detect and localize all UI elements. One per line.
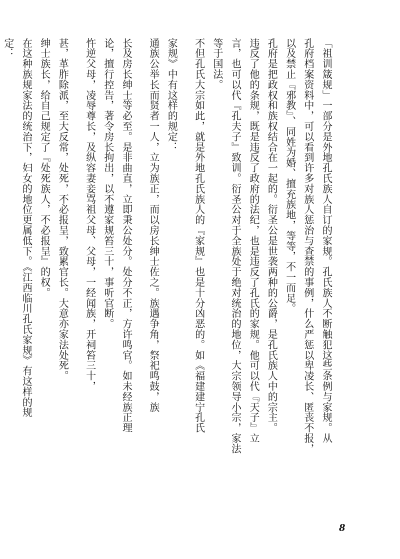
text-column: 孔府是把政权和族权结合在一起的。衍圣公是世袭两种的公爵，是孔氏族人中的宗主。: [265, 38, 277, 434]
text-column: 违反了他的条规，既是违反了政府的法纪，也是违反了孔氏的家规。他可以代『天子』立: [247, 38, 259, 444]
quoted-regulation-column: 忤逆父母，凌辱尊长，及纵容妻妾骂祖父母、父母，一经闻族，开祠笞三十，: [83, 38, 95, 392]
text-column: 不但孔氏大宗如此，就是外地孔氏族人的『家规』也是十分凶恶的。如《福建建宁孔氏: [192, 38, 204, 434]
quoted-regulation-column: 通族公举长而贤者一人，立为族正，而以房长绅士佐之。族遇争角，祭祀鸣鼓，族: [147, 38, 159, 413]
text-column: 在这种族规家法的统治下，妇女的地位更属低下。《江西临川孔氏家规》有这样的规: [19, 38, 31, 418]
text-column: 定：: [1, 38, 13, 59]
text-column: 等于国法。: [210, 38, 222, 90]
text-column: 绅士族长，给自己规定了『处死族人，不必报呈』的权。: [38, 38, 50, 298]
quoted-regulation-column: 长及房长绅士等必至。是非曲直，立即秉公处分。处分不正，方许鸣官。如未经族正理: [119, 38, 131, 434]
text-column: 孔府档案资料中，可以看到许多对族人惩治与查禁的事例，什么严惩以卑凌长、匿丧不报，: [301, 38, 313, 454]
text-column: 家规》中有这样的规定：: [165, 38, 177, 153]
text-column: 以及禁止『邪教』、同姓为婚、擅充族地，等等，不一而足。: [283, 38, 295, 314]
quoted-regulation-column: 论，擅行控告，著令房长拘出，以不遵家规笞三十，事听官断。: [101, 38, 113, 330]
vertical-text-block: [1, 38, 334, 508]
page-number: 8: [339, 524, 346, 534]
quoted-regulation-column: 甚，革胙除派，至大反常，处死，不必报呈，致累官长。大意亦家法处死。: [56, 38, 68, 382]
text-column: 「祖训箴规」一部分是外地孔氏族人自订的家规。孔氏族人不断触犯这些条例与家规。从: [320, 38, 331, 444]
text-column: 言，也可以代『孔夫子』致训。衍圣公对于全族处于绝对统治的地位，大宗领导小宗，家法: [228, 38, 240, 454]
